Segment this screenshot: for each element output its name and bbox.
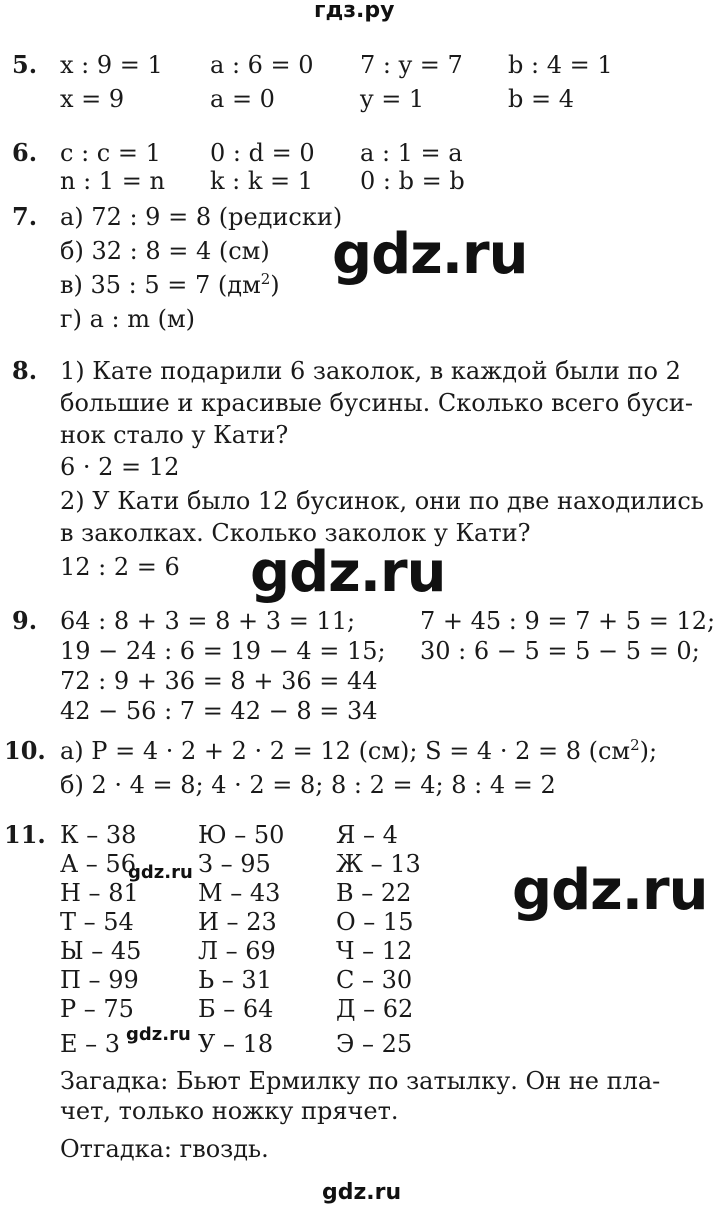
- cipher-entry: Ч – 12: [336, 937, 413, 965]
- riddle-answer: Отгадка: гвоздь.: [60, 1135, 269, 1163]
- task-5-cell: a = 0: [210, 85, 275, 113]
- cipher-entry: Ж – 13: [336, 850, 421, 878]
- cipher-entry: Я – 4: [336, 821, 398, 849]
- cipher-entry: З – 95: [198, 850, 271, 878]
- task-7-line: в) 35 : 5 = 7 $(дм^2)$: [60, 270, 280, 299]
- riddle-line: Загадка: Бьют Ермилку по затылку. Он не пла-: [60, 1067, 661, 1095]
- task-6-cell: a : 1 = a: [360, 139, 463, 167]
- cipher-entry: Р – 75: [60, 995, 134, 1023]
- task-8-line: 2) У Кати было 12 бусинок, они по две находились: [60, 487, 704, 515]
- task-9-line: 19 − 24 : 6 = 19 − 4 = 15;: [60, 637, 386, 665]
- watermark: gdz.ru: [126, 1024, 191, 1045]
- task-8-line: 1) Кате подарили 6 заколок, в каждой были по 2: [60, 357, 681, 385]
- cipher-entry: О – 15: [336, 908, 414, 936]
- watermark: gdz.ru: [250, 540, 446, 605]
- task-5-cell: a : 6 = 0: [210, 51, 314, 79]
- cipher-entry: К – 38: [60, 821, 137, 849]
- cipher-entry: П – 99: [60, 966, 139, 994]
- task-5-number: 5.: [12, 50, 38, 79]
- cipher-entry: А – 56: [60, 850, 136, 878]
- task-9-line: 30 : 6 − 5 = 5 − 5 = 0;: [420, 637, 700, 665]
- cipher-entry: М – 43: [198, 879, 281, 907]
- task-8-line: большие и красивые бусины. Сколько всего буси-: [60, 389, 694, 417]
- task-6-cell: 0 : d = 0: [210, 139, 315, 167]
- task-8-line: 12 : 2 = 6: [60, 553, 180, 581]
- cipher-entry: С – 30: [336, 966, 413, 994]
- task-5-cell: b = 4: [508, 85, 574, 113]
- task-5-cell: x = 9: [60, 85, 125, 113]
- watermark: gdz.ru: [128, 862, 193, 883]
- cipher-entry: Л – 69: [198, 937, 276, 965]
- task-8-line: 6 · 2 = 12: [60, 453, 180, 481]
- cipher-entry: Ю – 50: [198, 821, 285, 849]
- task-5-cell: b : 4 = 1: [508, 51, 613, 79]
- task-10-line-a: а) P = 4 · 2 + 2 · 2 = 12 (см); S = 4 · 2 = 8 $(см^2)$;: [60, 736, 658, 765]
- cipher-entry: Д – 62: [336, 995, 414, 1023]
- task-7-number: 7.: [12, 202, 38, 231]
- watermark: gdz.ru: [332, 222, 528, 287]
- watermark: gdz.ru: [512, 858, 708, 923]
- task-6-cell: n : 1 = n: [60, 167, 165, 195]
- task-5-cell: y = 1: [360, 85, 425, 113]
- cipher-entry: И – 23: [198, 908, 277, 936]
- cipher-entry: Е – 3: [60, 1030, 121, 1058]
- cipher-entry: Ы – 45: [60, 937, 142, 965]
- riddle-line: чет, только ножку прячет.: [60, 1097, 399, 1125]
- cipher-entry: Б – 64: [198, 995, 274, 1023]
- task-9-line: 42 − 56 : 7 = 42 − 8 = 34: [60, 697, 378, 725]
- task-7-line: а) 72 : 9 = 8 (редиски): [60, 203, 343, 231]
- footer-watermark: gdz.ru: [322, 1180, 402, 1205]
- task-8-line: в заколках. Сколько заколок у Кати?: [60, 519, 531, 547]
- task-7-line: г) a : m (м): [60, 305, 195, 333]
- task-10-line-b: б) 2 · 4 = 8; 4 · 2 = 8; 8 : 2 = 4; 8 : 4 = 2: [60, 771, 556, 799]
- task-5-cell: 7 : y = 7: [360, 51, 463, 79]
- task-6-cell: 0 : b = b: [360, 167, 465, 195]
- task-9-line: 64 : 8 + 3 = 8 + 3 = 11;: [60, 607, 356, 635]
- task-5-cell: x : 9 = 1: [60, 51, 163, 79]
- task-7-line: б) 32 : 8 = 4 (см): [60, 237, 270, 265]
- task-6-number: 6.: [12, 138, 38, 167]
- cipher-entry: Ь – 31: [198, 966, 272, 994]
- task-6-cell: c : c = 1: [60, 139, 161, 167]
- cipher-entry: В – 22: [336, 879, 412, 907]
- cipher-entry: Э – 25: [336, 1030, 413, 1058]
- header-watermark: гдз.ру: [314, 0, 395, 23]
- task-8-number: 8.: [12, 356, 38, 385]
- cipher-entry: У – 18: [198, 1030, 274, 1058]
- task-8-line: нок стало у Кати?: [60, 421, 289, 449]
- task-10-number: 10.: [4, 736, 46, 765]
- task-6-cell: k : k = 1: [210, 167, 314, 195]
- task-9-line: 72 : 9 + 36 = 8 + 36 = 44: [60, 667, 378, 695]
- task-9-number: 9.: [12, 606, 38, 635]
- task-11-number: 11.: [4, 820, 46, 849]
- task-9-line: 7 + 45 : 9 = 7 + 5 = 12;: [420, 607, 716, 635]
- cipher-entry: Т – 54: [60, 908, 134, 936]
- cipher-entry: Н – 81: [60, 879, 139, 907]
